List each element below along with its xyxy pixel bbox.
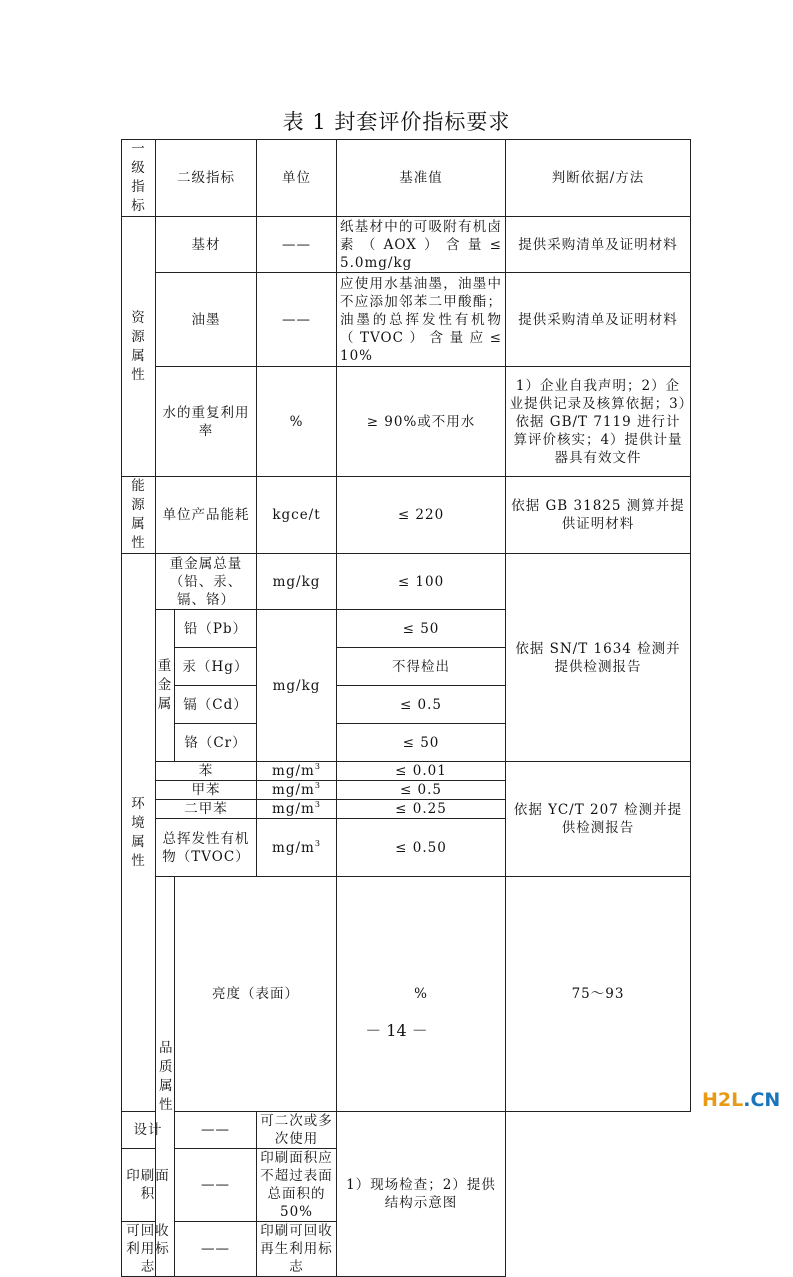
row-method: 依据 YC/T 207 检测并提供检测报告 — [506, 762, 691, 877]
table-row — [122, 367, 691, 477]
row-name: 二甲苯 — [156, 800, 257, 819]
row-unit: $mg/m^3$ — [257, 819, 337, 877]
row-value: 纸基材中的可吸附有机卤素（AOX）含量≤ 5.0mg/kg — [337, 217, 506, 273]
table-row — [122, 273, 691, 367]
row-name: 苯 — [156, 762, 257, 781]
row-name: 铅（Pb） — [175, 610, 257, 648]
row-unit: % — [257, 367, 337, 477]
evaluation-table — [121, 139, 691, 1277]
row-unit: $mg/m^3$ — [257, 762, 337, 781]
row-unit: —— — [175, 1222, 257, 1277]
row-name: 重金属总量（铅、汞、镉、铬） — [156, 554, 257, 610]
row-unit: —— — [175, 1112, 257, 1149]
row-unit: —— — [257, 217, 337, 273]
row-value: 印刷可回收再生利用标志 — [257, 1222, 337, 1277]
row-unit: mg/kg — [257, 610, 337, 762]
page-number: － 14 － — [365, 1021, 428, 1040]
row-name: 可回收利用标志 — [122, 1222, 175, 1277]
row-name: 总挥发性有机物（TVOC） — [156, 819, 257, 877]
header-level1: 一 级 指 标 — [122, 140, 156, 217]
watermark-part1: H2L — [702, 1089, 744, 1111]
header-method: 判断依据/方法 — [506, 140, 691, 217]
table-row — [122, 477, 691, 554]
group-quality: 品 质 属 性 — [156, 877, 175, 1277]
row-name: 设计 — [122, 1112, 175, 1149]
header-level2: 二级指标 — [156, 140, 257, 217]
row-value: ≤ 50 — [337, 610, 506, 648]
row-unit: kgce/t — [257, 477, 337, 554]
row-value: ≤ 50 — [337, 724, 506, 762]
row-unit: $mg/m^3$ — [257, 800, 337, 819]
row-value: ≤ 0.5 — [337, 686, 506, 724]
row-unit: mg/kg — [257, 554, 337, 610]
group-heavy-metal: 重 金 属 — [156, 610, 175, 762]
row-method: 1）现场检查；2）提供结构示意图 — [337, 1112, 506, 1277]
row-name: 基材 — [156, 217, 257, 273]
row-value: ≤ 0.25 — [337, 800, 506, 819]
row-value: 可二次或多次使用 — [257, 1112, 337, 1149]
row-name: 印刷面积 — [122, 1149, 175, 1222]
row-unit: —— — [257, 273, 337, 367]
row-value: ≤ 220 — [337, 477, 506, 554]
row-unit: —— — [175, 1149, 257, 1222]
row-value: ≤ 0.5 — [337, 781, 506, 800]
table-title: 表 1 封套评价指标要求 — [282, 110, 511, 134]
table-row — [122, 762, 691, 781]
row-unit: % — [337, 877, 506, 1112]
row-name: 汞（Hg） — [175, 648, 257, 686]
row-method: 提供采购清单及证明材料 — [506, 217, 691, 273]
group-energy: 能 源 属 性 — [122, 477, 156, 554]
table-row — [122, 1112, 691, 1149]
group-environment: 环 境 属 性 — [122, 554, 156, 1112]
row-method: 依据 GB 31825 测算并提供证明材料 — [506, 477, 691, 554]
row-value: 印刷面积应不超过表面总面积的 50% — [257, 1149, 337, 1222]
row-name: 甲苯 — [156, 781, 257, 800]
table-row — [122, 554, 691, 610]
table-row — [122, 877, 691, 1112]
row-unit: $mg/m^3$ — [257, 781, 337, 800]
row-value: 不得检出 — [337, 648, 506, 686]
watermark-part2: .CN — [743, 1089, 781, 1111]
row-name: 水的重复利用率 — [156, 367, 257, 477]
row-method: 依据 SN/T 1634 检测并提供检测报告 — [506, 554, 691, 762]
row-name: 单位产品能耗 — [156, 477, 257, 554]
row-value: ≤ 100 — [337, 554, 506, 610]
row-method: 1）企业自我声明；2）企业提供记录及核算依据；3）依据 GB/T 7119 进行计算评价核实；4）提供计量器具有效文件 — [506, 367, 691, 477]
table-header-row — [122, 140, 691, 217]
row-name: 油墨 — [156, 273, 257, 367]
header-unit: 单位 — [257, 140, 337, 217]
group-resource: 资 源 属 性 — [122, 217, 156, 477]
row-value: ≤ 0.50 — [337, 819, 506, 877]
row-name: 镉（Cd） — [175, 686, 257, 724]
row-value: ≥ 90%或不用水 — [337, 367, 506, 477]
header-benchmark: 基准值 — [337, 140, 506, 217]
row-method: 提供采购清单及证明材料 — [506, 273, 691, 367]
row-value: 应使用水基油墨，油墨中不应添加邻苯二甲酸酯；油墨的总挥发性有机物（TVOC）含量应≤ 10% — [337, 273, 506, 367]
table-row — [122, 217, 691, 273]
row-name: 铬（Cr） — [175, 724, 257, 762]
row-name: 亮度（表面） — [175, 877, 337, 1112]
watermark-logo — [702, 1089, 780, 1111]
row-value: ≤ 0.01 — [337, 762, 506, 781]
row-value: 75～93 — [506, 877, 691, 1112]
